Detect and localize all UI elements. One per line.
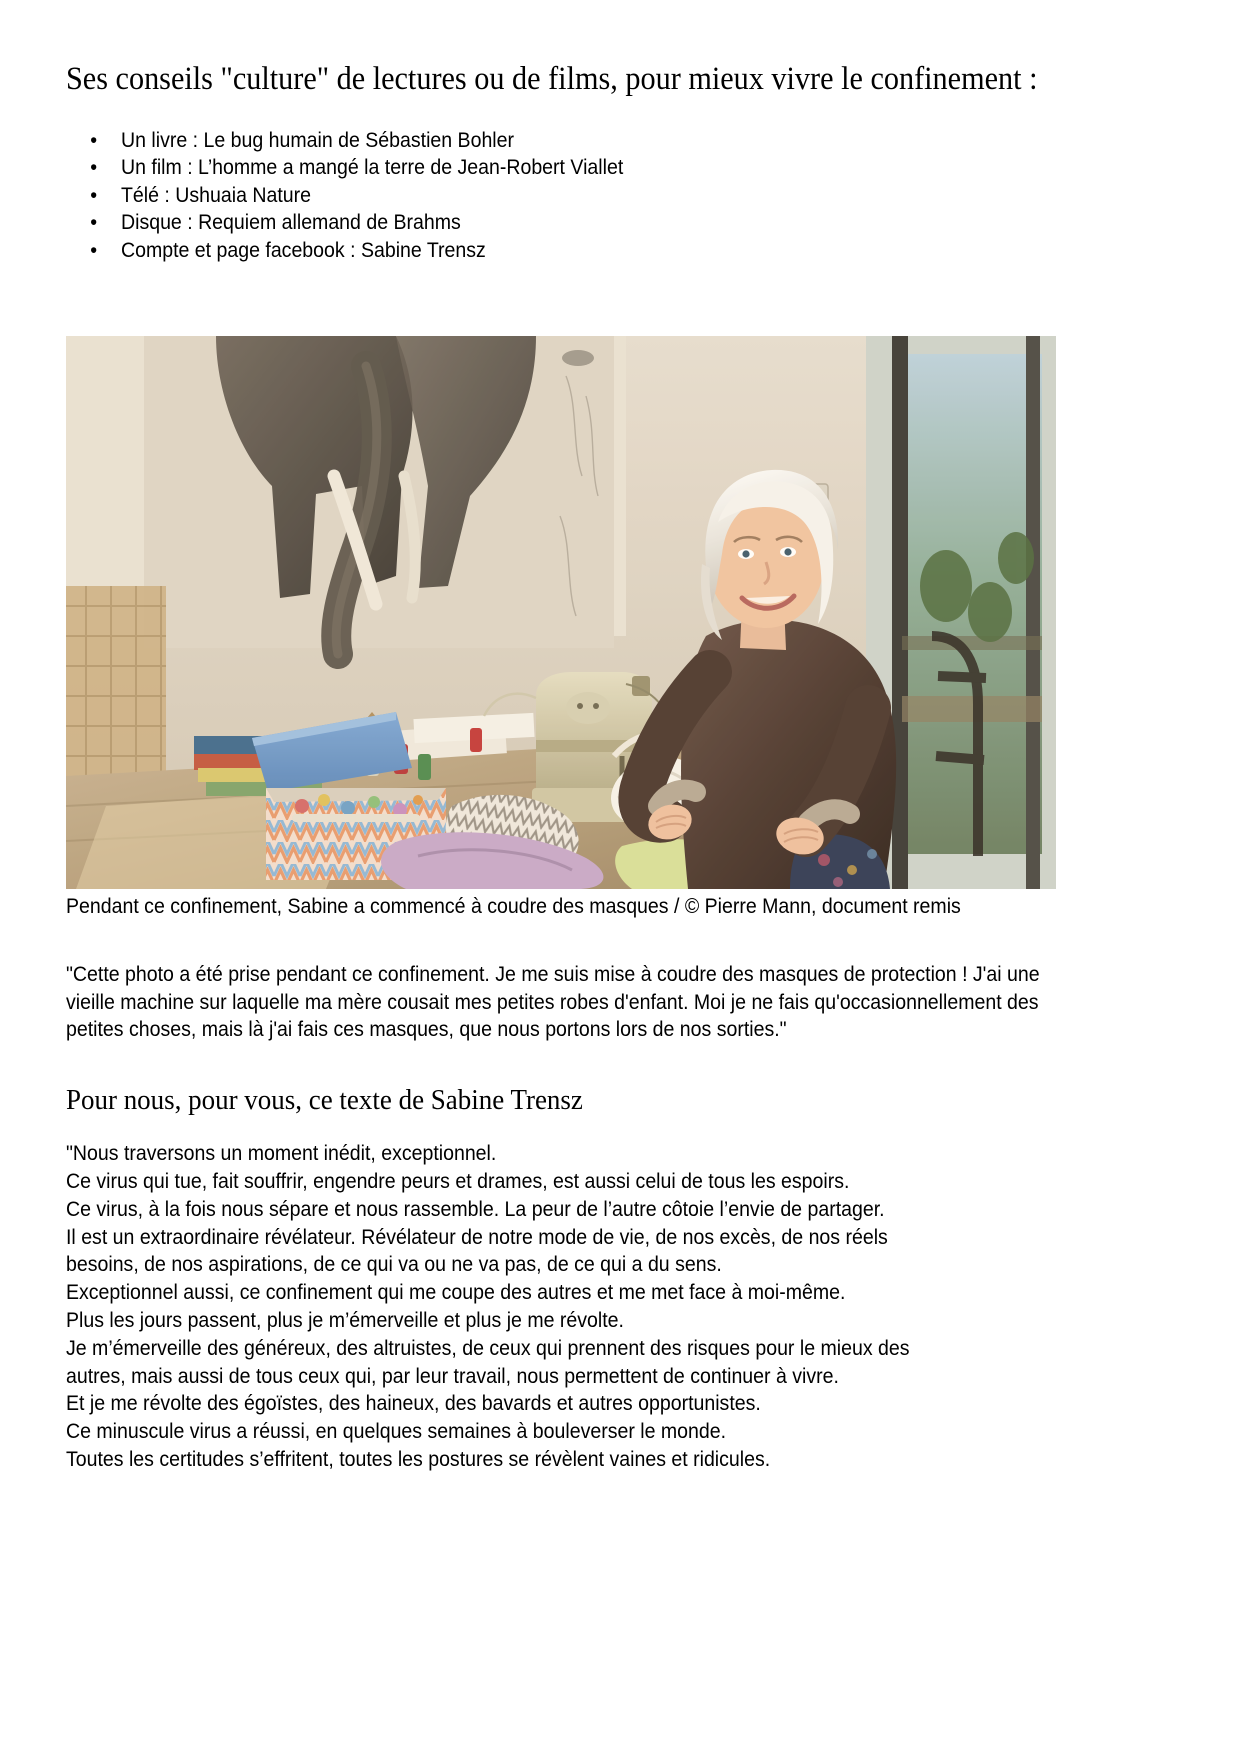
text-line: autres, mais aussi de tous ceux qui, par leur travail, nous permettent de continuer à vivre.: [66, 1364, 839, 1388]
sabine-text-block: [66, 1140, 1051, 1474]
text-line: Toutes les certitudes s’effritent, toutes les postures se révèlent vaines et ridicules.: [66, 1447, 771, 1471]
list-item-label: Compte et page facebook : Sabine Trensz: [121, 238, 486, 262]
bullet-icon: •: [90, 156, 98, 180]
list-item-label: Un film : L’homme a mangé la terre de Jean-Robert Viallet: [121, 156, 624, 180]
list-item-label: Télé : Ushuaia Nature: [121, 183, 311, 207]
list-item: [90, 127, 1051, 155]
bullet-icon: •: [90, 211, 98, 235]
text-line: Exceptionnel aussi, ce confinement qui me coupe des autres et me met face à moi-même.: [66, 1281, 846, 1305]
list-item-label: Disque : Requiem allemand de Brahms: [121, 211, 461, 235]
page-title: Ses conseils "culture" de lectures ou de films, pour mieux vivre le confinement :: [66, 61, 1038, 97]
photo-caption: Pendant ce confinement, Sabine a commencé à coudre des masques / © Pierre Mann, document remis: [66, 895, 961, 919]
text-line: Il est un extraordinaire révélateur. Révélateur de notre mode de vie, de nos excès, de nos réels: [66, 1225, 888, 1249]
list-item: [90, 182, 1051, 210]
article-photo: [66, 336, 1056, 889]
text-line: Je m’émerveille des généreux, des altruistes, de ceux qui prennent des risques pour le mieux des: [66, 1336, 910, 1360]
photo-illustration: [66, 336, 1056, 889]
text-line: Ce minuscule virus a réussi, en quelques semaines à bouleverser le monde.: [66, 1420, 727, 1444]
list-item: [90, 154, 1051, 182]
document-content: [66, 58, 1056, 1474]
section-title: Pour nous, pour vous, ce texte de Sabine Trensz: [66, 1083, 583, 1116]
list-item: [90, 209, 1051, 237]
text-line: Plus les jours passent, plus je m’émerveille et plus je me révolte.: [66, 1308, 624, 1332]
text-line: besoins, de nos aspirations, de ce qui va ou ne va pas, de ce qui a du sens.: [66, 1253, 722, 1277]
text-line: Ce virus qui tue, fait souffrir, engendre peurs et drames, est aussi celui de tous les espoirs.: [66, 1169, 850, 1193]
bullet-icon: •: [90, 183, 98, 207]
culture-recommendations-list: [66, 127, 1056, 265]
bullet-icon: •: [90, 128, 98, 152]
list-item: [90, 237, 1051, 265]
text-line: Et je me révolte des égoïstes, des haineux, des bavards et autres opportunistes.: [66, 1392, 761, 1416]
quote-paragraph: "Cette photo a été prise pendant ce confinement. Je me suis mise à coudre des masques de protection ! J'ai une vieille machine sur laquelle ma mère cousait mes petites robes d'enfant. Moi je ne fais qu'occasionnellement des petites choses, mais là j'ai fais ces masques, que nous portons lors de nos sorties.": [66, 963, 1040, 1042]
bullet-icon: •: [90, 238, 98, 262]
list-item-label: Un livre : Le bug humain de Sébastien Bohler: [121, 128, 515, 152]
text-line: "Nous traversons un moment inédit, exceptionnel.: [66, 1142, 497, 1166]
text-line: Ce virus, à la fois nous sépare et nous rassemble. La peur de l’autre côtoie l’envie de partager.: [66, 1197, 885, 1221]
